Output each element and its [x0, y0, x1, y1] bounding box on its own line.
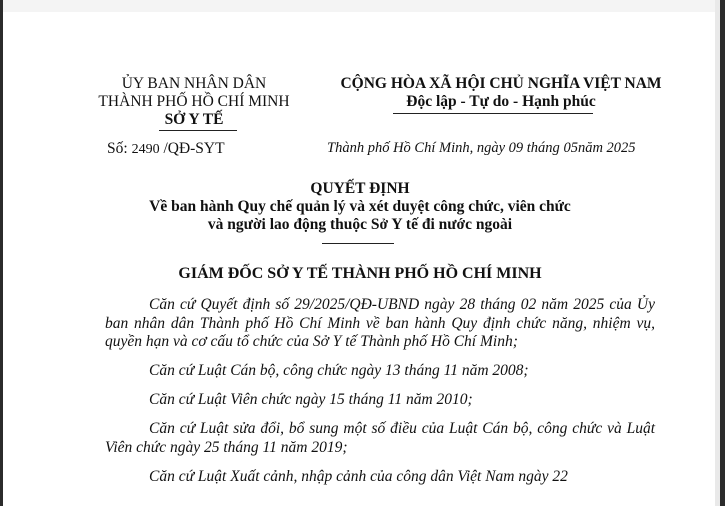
national-motto: Độc lập - Tự do - Hạnh phúc	[406, 93, 596, 110]
number-suffix: /QĐ-SYT	[159, 140, 225, 157]
date-year-text: năm 2025	[577, 140, 636, 156]
number-prefix: Số:	[107, 140, 132, 157]
issuing-authority-block	[63, 75, 325, 129]
date-day: 09	[508, 140, 524, 156]
viewer-scrollbar[interactable]	[715, 0, 720, 506]
paragraph: Căn cứ Luật sửa đổi, bổ sung một số điều của Luật Cán bộ, công chức và Luật Viên chức ngày 25 tháng 11 năm 2019;	[105, 420, 655, 456]
decision-subject-line-1: Về ban hành Quy chế quản lý và xét duyệt công chức, viên chức	[149, 198, 571, 215]
motto-underline	[393, 113, 593, 114]
paragraph: Căn cứ Luật Cán bộ, công chức ngày 13 tháng 11 năm 2008;	[149, 362, 529, 379]
paragraph: Căn cứ Luật Viên chức ngày 15 tháng 11 năm 2010;	[149, 391, 473, 408]
viewer-top-edge	[3, 0, 720, 12]
decision-title: QUYẾT ĐỊNH	[310, 180, 410, 197]
document-body	[105, 296, 655, 497]
national-motto-block	[321, 75, 681, 111]
document-date	[327, 140, 636, 157]
authority-line-2: THÀNH PHỐ HỒ CHÍ MINH	[98, 93, 290, 110]
document-number	[107, 140, 225, 158]
decision-subject-line-2: và người lao động thuộc Sở Y tế đi nước ngoài	[207, 216, 513, 233]
paragraph: Căn cứ Luật Xuất cảnh, nhập cảnh của công dân Việt Nam ngày 22	[149, 467, 568, 485]
date-month: 05	[563, 140, 578, 156]
authority-underline	[159, 130, 237, 131]
decision-heading	[63, 180, 657, 234]
number-value: 2490	[131, 142, 160, 157]
document-page	[3, 0, 720, 506]
authority-line-1: ỦY BAN NHÂN DÂN	[121, 75, 267, 92]
title-underline	[322, 243, 394, 244]
date-month-text: tháng	[523, 140, 564, 156]
national-title: CỘNG HÒA XÃ HỘI CHỦ NGHĨA VIỆT NAM	[340, 75, 662, 92]
paragraph: Căn cứ Quyết định số 29/2025/QĐ-UBND ngày 28 tháng 02 năm 2025 của Ủy ban nhân dân Thành phố Hồ Chí Minh về ban hành Quy định chức năng, nhiệm vụ, quyền hạn và cơ cấu tổ chức của Sở Y tế Thành phố Hồ Chí Minh;	[105, 296, 655, 350]
signing-authority: GIÁM ĐỐC SỞ Y TẾ THÀNH PHỐ HỒ CHÍ MINH	[178, 265, 542, 282]
authority-line-3: SỞ Y TẾ	[164, 111, 224, 128]
date-place: Thành phố Hồ Chí Minh, ngày	[327, 140, 509, 156]
